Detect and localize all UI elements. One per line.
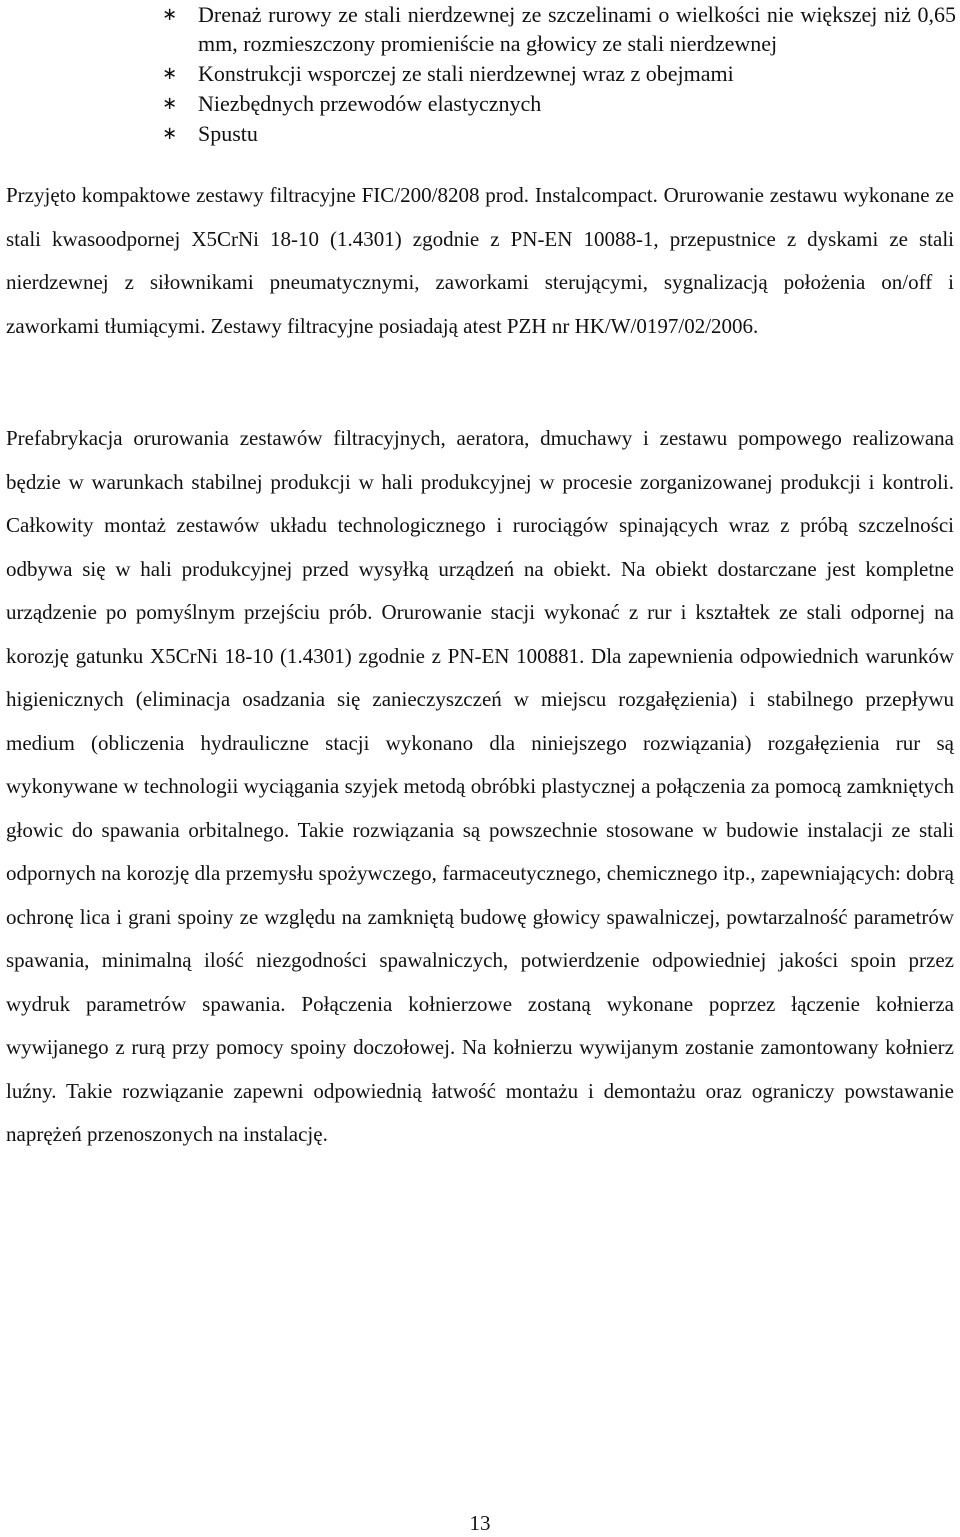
bullet-text: Spustu xyxy=(198,121,258,146)
bullet-item xyxy=(162,59,956,88)
bullet-item xyxy=(162,89,956,118)
asterisk-bullet-icon: ∗ xyxy=(162,123,178,144)
bullet-item xyxy=(162,0,956,58)
paragraph-filter-sets: Przyjęto kompaktowe zestawy filtracyjne FIC/200/8208 prod. Instalcompact. Orurowanie zestawu wykonane ze stali kwasoodpornej X5CrNi 18-10 (1.4301) zgodnie z PN-EN 10088-1, przepustnice z dyskami ze stali nierdzewnej z siłownikami pneumatycznymi, zaworkami sterującymi, sygnalizacją położenia on/off i zaworkami tłumiącymi. Zestawy filtracyjne posiadają atest PZH nr HK/W/0197/02/2006. xyxy=(6,183,954,338)
bullet-text: Niezbędnych przewodów elastycznych xyxy=(198,91,542,116)
bullet-text: Drenaż rurowy ze stali nierdzewnej ze szczelinami o wielkości nie większej niż 0,65 mm, rozmieszczony promieniście na głowicy ze stali nierdzewnej xyxy=(198,2,956,56)
bullet-item xyxy=(162,119,956,148)
bullet-list xyxy=(162,0,956,149)
page-number: 13 xyxy=(469,1511,491,1535)
asterisk-bullet-icon: ∗ xyxy=(162,4,178,25)
asterisk-bullet-icon: ∗ xyxy=(162,93,178,114)
bullet-text: Konstrukcji wsporczej ze stali nierdzewnej wraz z obejmami xyxy=(198,61,734,86)
asterisk-bullet-icon: ∗ xyxy=(162,63,178,84)
paragraph-prefabrication: Prefabrykacja orurowania zestawów filtracyjnych, aeratora, dmuchawy i zestawu pompowego realizowana będzie w warunkach stabilnej produkcji w hali produkcyjnej w procesie zorganizowanej produkcji i kontroli. Całkowity montaż zestawów układu technologicznego i rurociągów spinających wraz z próbą szczelności odbywa się w hali produkcyjnej przed wysyłką urządzeń na obiekt. Na obiekt dostarczane jest kompletne urządzenie po pomyślnym przejściu prób. Orurowanie stacji wykonać z rur i kształtek ze stali odpornej na korozję gatunku X5CrNi 18-10 (1.4301) zgodnie z PN-EN 100881. Dla zapewnienia odpowiednich warunków higienicznych (eliminacja osadzania się zanieczyszczeń w miejscu rozgałęzienia) i stabilnego przepływu medium (obliczenia hydrauliczne stacji wykonano dla niniejszego rozwiązania) rozgałęzienia rur są wykonywane w technologii wyciągania szyjek metodą obróbki plastycznej a połączenia za pomocą zamkniętych głowic do spawania orbitalnego. Takie rozwiązania są powszechnie stosowane w budowie instalacji ze stali odpornych na korozję dla przemysłu spożywczego, farmaceutycznego, chemicznego itp., zapewniających: dobrą ochronę lica i grani spoiny ze względu na zamkniętą budowę głowicy spawalniczej, powtarzalność parametrów spawania, minimalną ilość niezgodności spawalniczych, potwierdzenie odpowiedniej jakości spoin przez wydruk parametrów spawania. Połączenia kołnierzowe zostaną wykonane poprzez łączenie kołnierza wywijanego z rurą przy pomocy spoiny doczołowej. Na kołnierzu wywijanym zostanie zamontowany kołnierz luźny. Takie rozwiązanie zapewni odpowiednią łatwość montażu i demontażu oraz ograniczy powstawanie naprężeń przenoszonych na instalację. xyxy=(6,426,954,1146)
